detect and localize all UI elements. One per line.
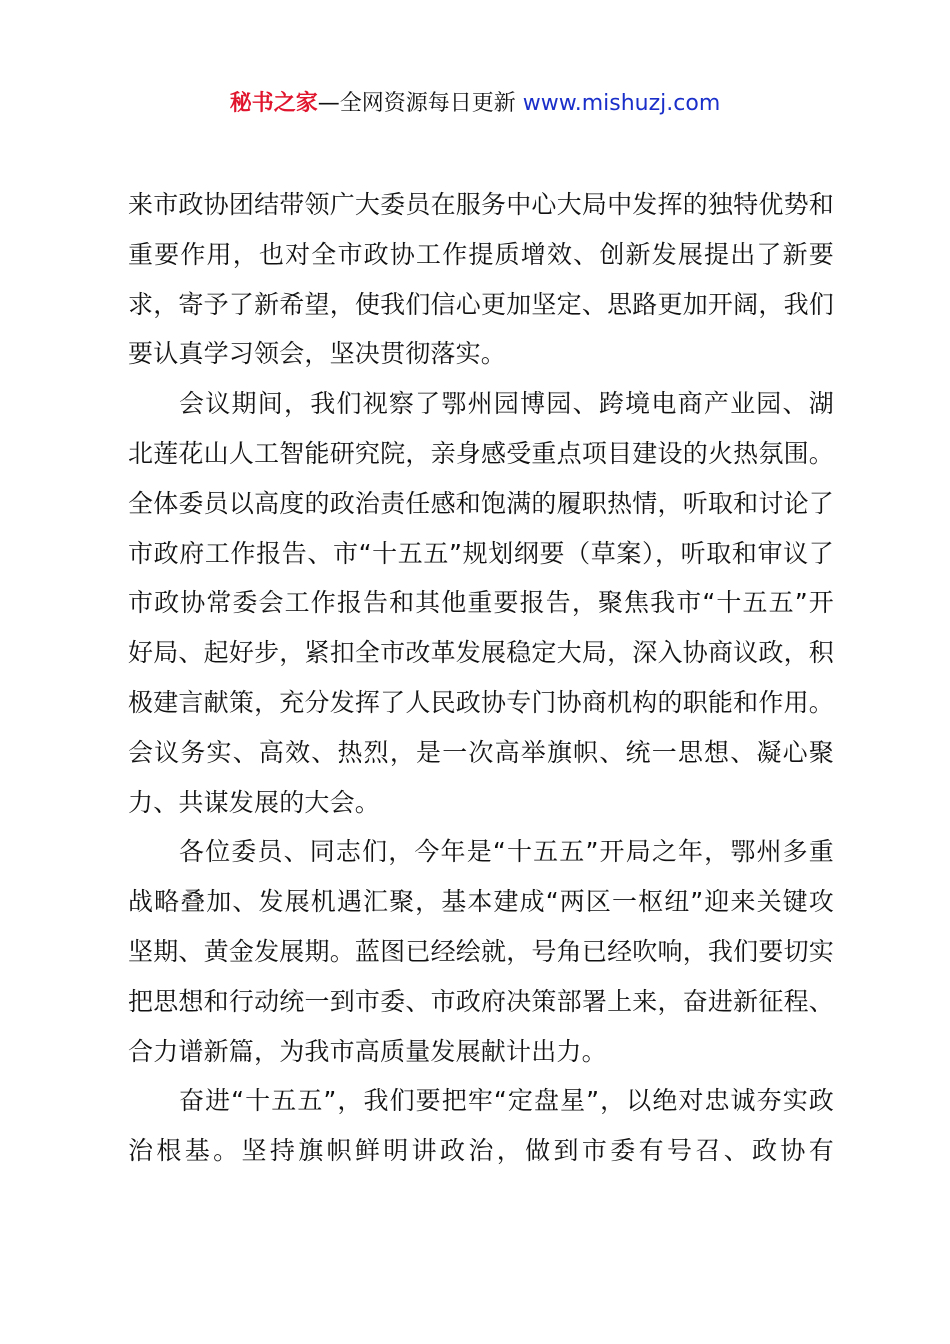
brand-name: 秘书之家 [229, 91, 318, 116]
page-header [0, 88, 950, 120]
paragraph-4: 奋进“十五五”，我们要把牢“定盘星”，以绝对忠诚夯实政治根基。坚持旗帜鲜明讲政治，做到市委有号召、政协有 [128, 1086, 834, 1166]
site-url-link[interactable]: www.mishuzj.com [522, 91, 721, 116]
paragraph-3: 各位委员、同志们，今年是“十五五”开局之年，鄂州多重战略叠加、发展机遇汇聚，基本建成“两区一枢纽”迎来关键攻坚期、黄金发展期。蓝图已经绘就，号角已经吹响，我们要切实把思想和行动统一到市委、市政府决策部署上来，奋进新征程、合力谱新篇，为我市高质量发展献计出力。 [128, 837, 834, 1066]
document-body [128, 180, 834, 1176]
header-slogan: —全网资源每日更新 [317, 91, 523, 116]
paragraph-2: 会议期间，我们视察了鄂州园博园、跨境电商产业园、湖北莲花山人工智能研究院，亲身感受重点项目建设的火热氛围。全体委员以高度的政治责任感和饱满的履职热情，听取和讨论了市政府工作报告、市“十五五”规划纲要（草案），听取和审议了市政协常委会工作报告和其他重要报告，聚焦我市“十五五”开好局、起好步，紧扣全市改革发展稳定大局，深入协商议政，积极建言献策，充分发挥了人民政协专门协商机构的职能和作用。会议务实、高效、热烈，是一次高举旗帜、统一思想、凝心聚力、共谋发展的大会。 [128, 389, 834, 817]
paragraph-1: 来市政协团结带领广大委员在服务中心大局中发挥的独特优势和重要作用，也对全市政协工作提质增效、创新发展提出了新要求，寄予了新希望，使我们信心更加坚定、思路更加开阔，我们要认真学习领会，坚决贯彻落实。 [128, 190, 834, 369]
